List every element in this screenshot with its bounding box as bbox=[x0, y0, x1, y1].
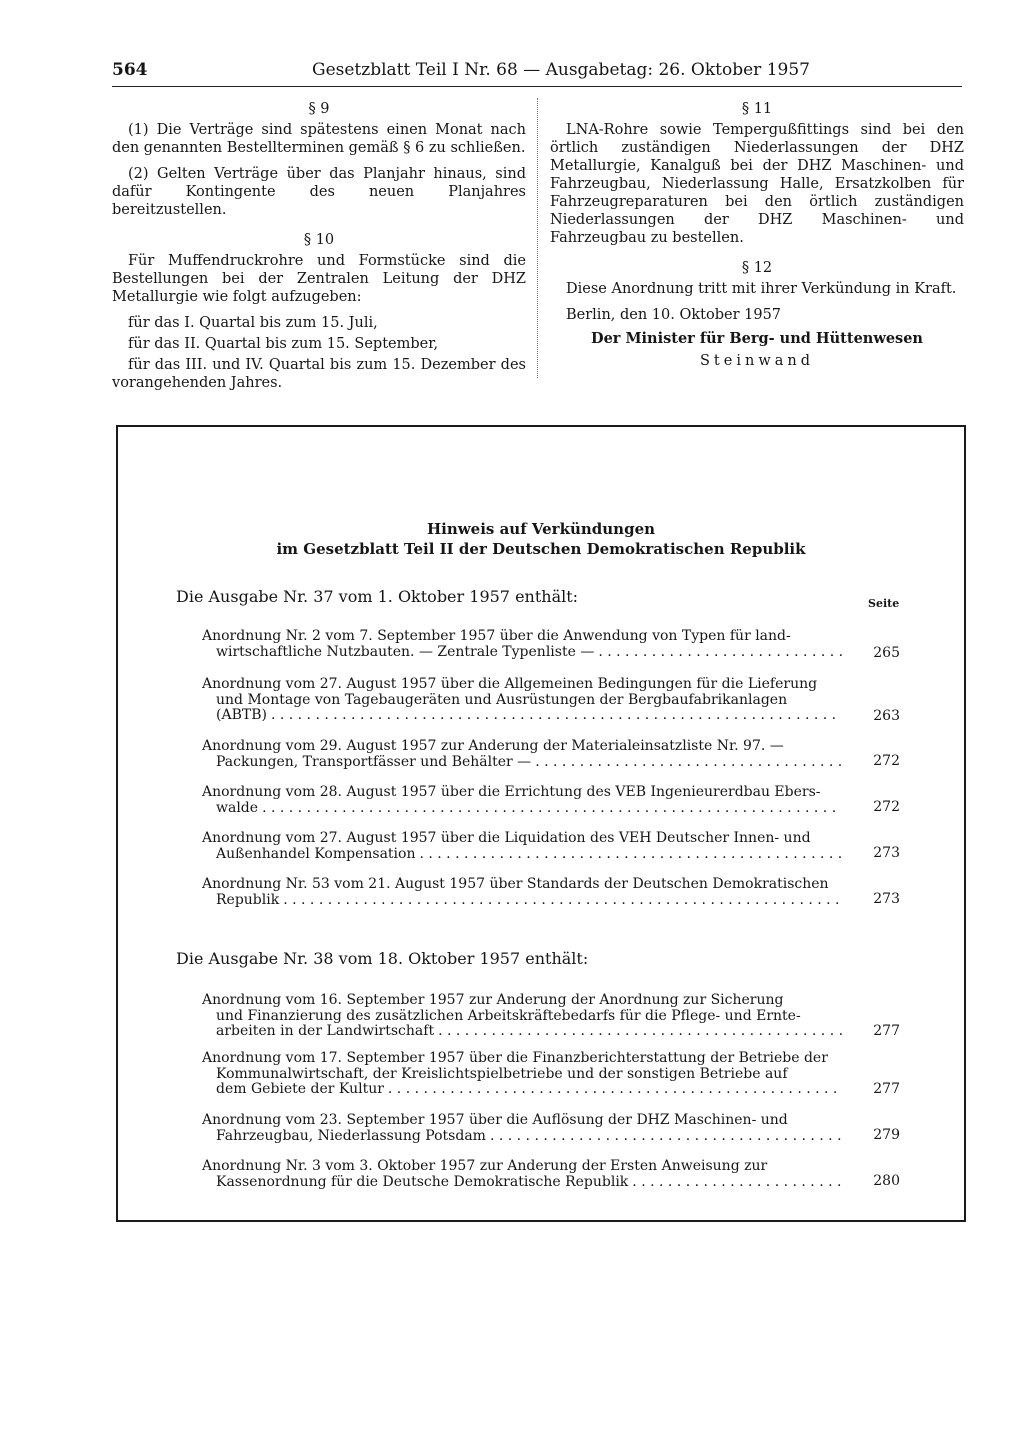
issue-37-title: Die Ausgabe Nr. 37 vom 1. Oktober 1957 enthält: bbox=[176, 587, 579, 606]
leader-dots bbox=[271, 708, 842, 724]
entry-line: Anordnung vom 28. August 1957 über die Errichtung des VEB Ingenieurerdbau Ebers- bbox=[202, 785, 821, 800]
entry-line-text: wirtschaftliche Nutzbauten. — Zentrale Typenliste — bbox=[216, 644, 595, 660]
entry-line-last bbox=[202, 893, 842, 909]
entry-line-last bbox=[202, 645, 842, 661]
entry-line: Anordnung vom 27. August 1957 über die Liquidation des VEH Deutscher Innen- und bbox=[202, 831, 811, 846]
section-10-heading: § 10 bbox=[303, 232, 335, 248]
entry-page-number: 280 bbox=[873, 1173, 900, 1189]
entry-line-text: arbeiten in der Landwirtschaft bbox=[216, 1024, 435, 1039]
entry-line: Anordnung vom 23. September 1957 über die Auflösung der DHZ Maschinen- und bbox=[202, 1113, 788, 1128]
entry-line-last bbox=[202, 708, 842, 724]
entry-line-last bbox=[202, 1024, 842, 1040]
entry-37-6 bbox=[202, 877, 842, 908]
entry-line-last bbox=[202, 1082, 842, 1098]
entry-line-last bbox=[202, 1129, 842, 1145]
notice-heading-line-2: im Gesetzblatt Teil II der Deutschen Demokratischen Republik bbox=[276, 540, 806, 558]
entry-page-number: 272 bbox=[873, 753, 900, 769]
entry-38-2 bbox=[202, 1051, 842, 1098]
section-10-item-3: für das III. und IV. Quartal bis zum 15. Dezember des vorangehenden Jahres. bbox=[112, 357, 526, 391]
section-9-paragraph-2: (2) Gelten Verträge über das Planjahr hinaus, sind dafür Kontingente des neuen Planjahres bereitzustellen. bbox=[112, 166, 526, 218]
page-number: 564 bbox=[112, 60, 148, 80]
header-rule bbox=[112, 86, 962, 87]
leader-dots bbox=[535, 755, 842, 771]
entry-37-5 bbox=[202, 831, 842, 862]
entry-line: Kommunalwirtschaft, der Kreislichtspielbetriebe und der sonstigen Betriebe auf bbox=[216, 1066, 788, 1082]
entry-line-text: Kassenordnung für die Deutsche Demokratische Republik bbox=[216, 1174, 629, 1190]
issue-38-title: Die Ausgabe Nr. 38 vom 18. Oktober 1957 enthält: bbox=[176, 949, 589, 968]
entry-line-last bbox=[202, 755, 842, 771]
leader-dots bbox=[283, 893, 842, 909]
section-12-text: Diese Anordnung tritt mit ihrer Verkündung in Kraft. bbox=[566, 281, 957, 297]
minister-signature: Steinwand bbox=[700, 353, 814, 369]
entry-line: Anordnung vom 17. September 1957 über die Finanzberichterstattung der Betriebe der bbox=[202, 1051, 828, 1066]
section-9-heading: § 9 bbox=[308, 101, 330, 117]
section-10-intro: Für Muffendruckrohre und Formstücke sind die Bestellungen bei der Zentralen Leitung der DHZ Metallurgie wie folgt aufzugeben: bbox=[112, 253, 526, 305]
entry-line: Anordnung vom 16. September 1957 zur Änderung der Anordnung zur Sicherung bbox=[202, 993, 784, 1008]
sign-date: Berlin, den 10. Oktober 1957 bbox=[566, 307, 782, 323]
entry-38-1 bbox=[202, 993, 842, 1040]
leader-dots bbox=[262, 801, 842, 817]
entry-37-3 bbox=[202, 739, 842, 770]
entry-page-number: 273 bbox=[873, 845, 900, 861]
entry-line: und Montage von Tagebaugeräten und Ausrüstungen der Bergbaufabrikanlagen bbox=[216, 692, 788, 708]
section-9-paragraph-1: (1) Die Verträge sind spätestens einen Monat nach den genannten Bestellterminen gemäß § 6 zu schließen. bbox=[112, 122, 526, 156]
entry-line: Anordnung vom 29. August 1957 zur Änderung der Materialeinsatzliste Nr. 97. — bbox=[202, 739, 784, 754]
notice-box bbox=[116, 425, 966, 1222]
entry-line-text: Packungen, Transportfässer und Behälter — bbox=[216, 754, 532, 770]
entry-line-text: dem Gebiete der Kultur bbox=[216, 1082, 384, 1097]
notice-heading-line-1: Hinweis auf Verkündungen bbox=[426, 520, 656, 538]
entry-37-4 bbox=[202, 785, 842, 816]
entry-line: Anordnung vom 27. August 1957 über die Allgemeinen Bedingungen für die Lieferung bbox=[202, 677, 818, 692]
leader-dots bbox=[598, 645, 842, 661]
section-11-text: LNA-Rohre sowie Tempergußfittings sind bei den örtlich zuständigen Niederlassungen der DHZ Metallurgie, Kanalguß bei der DHZ Maschinen- und Fahrzeugbau, Niederlassung Halle, Ersatzkolben für Fahrzeugreparaturen bei den örtlich zuständigen Niederlassungen der DHZ Maschinen- und Fahrzeugbau zu bestellen. bbox=[550, 122, 964, 246]
right-column bbox=[550, 100, 964, 370]
entry-line-text: Republik bbox=[216, 892, 280, 908]
page-column-label: Seite bbox=[868, 597, 900, 610]
entry-page-number: 272 bbox=[873, 799, 900, 815]
entry-line: Anordnung Nr. 53 vom 21. August 1957 über Standards der Deutschen Demokratischen bbox=[202, 877, 829, 892]
entry-line-text: walde bbox=[216, 800, 259, 816]
entry-page-number: 263 bbox=[873, 708, 900, 724]
leader-dots bbox=[438, 1024, 842, 1040]
entry-page-number: 273 bbox=[873, 891, 900, 907]
entry-line: Anordnung Nr. 2 vom 7. September 1957 über die Anwendung von Typen für land- bbox=[202, 629, 791, 644]
header-title: Gesetzblatt Teil I Nr. 68 — Ausgabetag: 26. Oktober 1957 bbox=[312, 60, 810, 80]
entry-line-text: Fahrzeugbau, Niederlassung Potsdam bbox=[216, 1128, 486, 1144]
entry-page-number: 277 bbox=[873, 1023, 900, 1039]
entry-page-number: 279 bbox=[873, 1127, 900, 1143]
leader-dots bbox=[388, 1082, 842, 1098]
notice-heading bbox=[118, 519, 964, 559]
entry-37-1 bbox=[202, 629, 842, 660]
entry-38-3 bbox=[202, 1113, 842, 1144]
column-divider bbox=[537, 98, 539, 378]
entry-page-number: 277 bbox=[873, 1081, 900, 1097]
minister-title: Der Minister für Berg- und Hüttenwesen bbox=[591, 330, 923, 347]
entry-line-last bbox=[202, 847, 842, 863]
entry-line-text: Außenhandel Kompensation bbox=[216, 846, 416, 862]
section-12-heading: § 12 bbox=[741, 260, 773, 276]
entry-38-4 bbox=[202, 1159, 842, 1190]
entry-line-last bbox=[202, 1175, 842, 1191]
section-10-item-1: für das I. Quartal bis zum 15. Juli, bbox=[128, 315, 378, 331]
leader-dots bbox=[419, 847, 842, 863]
entry-37-2 bbox=[202, 677, 842, 724]
section-11-heading: § 11 bbox=[741, 101, 773, 117]
entry-page-number: 265 bbox=[873, 645, 900, 661]
leader-dots bbox=[490, 1129, 842, 1145]
entry-line-last bbox=[202, 801, 842, 817]
left-column bbox=[112, 100, 526, 395]
section-10-item-2: für das II. Quartal bis zum 15. September, bbox=[128, 336, 439, 352]
entry-line: Anordnung Nr. 3 vom 3. Oktober 1957 zur Änderung der Ersten Anweisung zur bbox=[202, 1159, 768, 1174]
running-header bbox=[112, 60, 810, 86]
entry-line-text: (ABTB) bbox=[216, 708, 267, 723]
leader-dots bbox=[632, 1175, 842, 1191]
entry-line: und Finanzierung des zusätzlichen Arbeitskräftebedarfs für die Pflege- und Ernte- bbox=[216, 1008, 801, 1024]
